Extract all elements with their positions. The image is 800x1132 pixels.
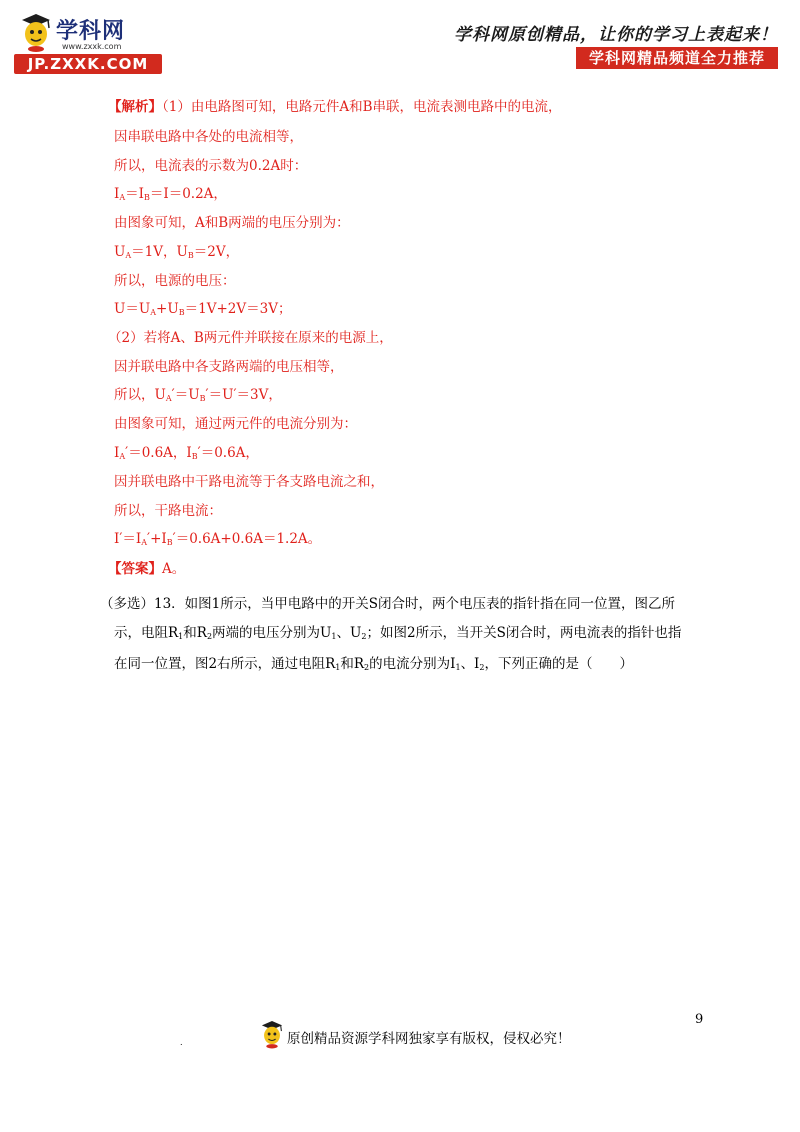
analysis-line-9: （2）若将A、B两元件并联接在原来的电源上， [108,330,393,346]
analysis-line-5: 由图象可知，A和B两端的电压分别为： [114,215,350,231]
analysis-line-1: 【解析】（1）由电路图可知，电路元件A和B串联，电流表测电路中的电流， [108,99,562,115]
copyright-notice: 原创精品资源学科网独家享有版权，侵权必究！ [287,1031,571,1047]
analysis-line-10: 因并联电路中各支路两端的电压相等， [114,359,344,375]
recommend-banner: 学科网精品频道全力推荐 [576,47,778,69]
analysis-line-16: $I'=I_A'+I_B'=0.6A+0.6A=1.2A$。 [114,531,322,547]
page-header [0,0,800,80]
analysis-line-2: 因串联电路中各处的电流相等， [114,129,303,145]
question-line-2: 示，电阻$R_1$和$R_2$两端的电压分别为$U_1$、$U_2$；如图2所示，当开关S闭合时，两电流表的指针也指 [114,625,682,641]
footer-dot: . [180,1038,183,1047]
analysis-line-13: $I_A'=0.6A$，$I_B'=0.6A$， [114,445,259,461]
logo-domain: www.zxxk.com [62,42,122,51]
analysis-line-8: $U=U_A+U_B=1V+2V=3V$； [114,301,292,317]
zxxk-logo[interactable] [14,12,164,74]
analysis-line-11: 所以，$U_A'=U_B'=U'=3V$， [114,387,282,403]
question-line-3: 在同一位置，图2右所示，通过电阻$R_1$和$R_2$的电流分别为$I_1$、$I_2$，下列正确的是（ ） [114,656,633,672]
analysis-line-3: 所以，电流表的示数为0.2A时： [114,158,308,174]
analysis-line-14: 因并联电路中干路电流等于各支路电流之和， [114,474,384,490]
header-slogan: 学科网原创精品，让你的学习上表起来！ [454,25,778,45]
page-footer [255,1018,585,1052]
logo-text: 学科网 [56,19,126,44]
analysis-line-6: $U_A=1V$，$U_B=2V$， [114,244,240,260]
answer-line [108,560,185,578]
answer-value: A。 [162,561,186,577]
logo-bar: JP.ZXXK.COM [14,54,162,74]
analysis-line-12: 由图象可知，通过两元件的电流分别为： [114,416,357,432]
answer-tag: 【答案】 [108,561,162,577]
analysis-line-7: 所以，电源的电压： [114,273,236,289]
analysis-line-4: $I_A=I_B=I=0.2A$， [114,186,227,202]
mascot-icon [259,1018,285,1050]
page-number: 9 [695,1012,704,1027]
analysis-tag: 【解析】 [108,99,162,115]
question-line-1: （多选）13．如图1所示，当甲电路中的开关S闭合时，两个电压表的指针指在同一位置，图乙所 [100,596,676,612]
analysis-line-15: 所以，干路电流： [114,503,222,519]
mascot-icon [18,12,54,52]
